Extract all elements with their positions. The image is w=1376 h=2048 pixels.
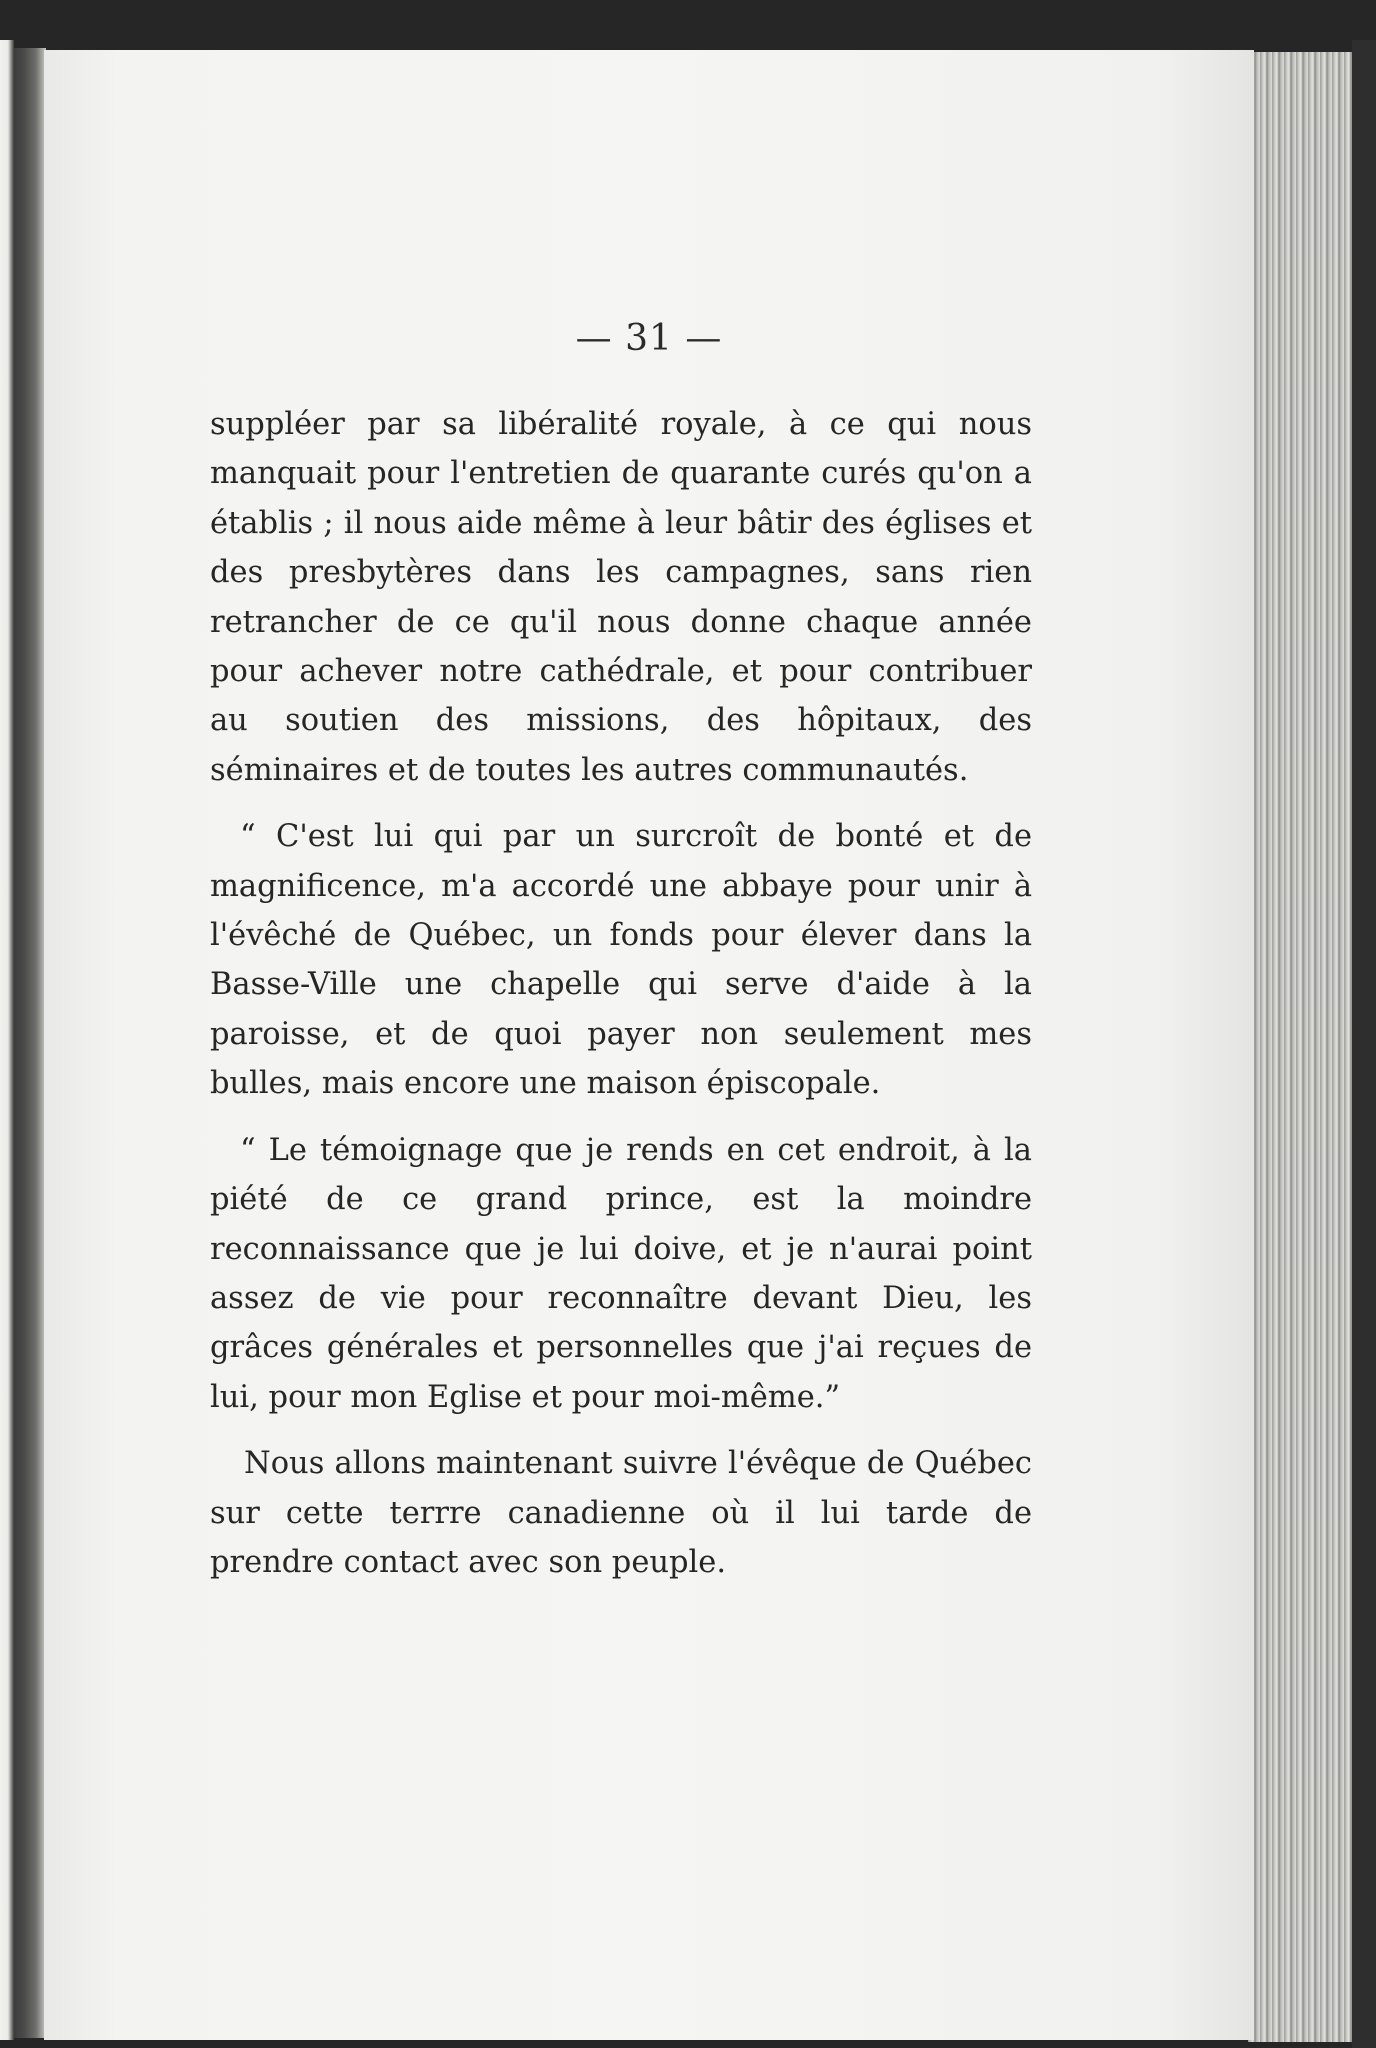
paragraph-quote-2: “ Le témoignage que je rends en cet endroit, à la piété de ce grand prince, est la moindre reconnaissance que je lui doive, et je n'aurai point assez de vie pour reconnaître devant Dieu, les grâces générales et personnelles que j'ai reçues de lui, pour mon Eglise et pour moi-même.” — [210, 1132, 1032, 1415]
page-number: — 31 — — [575, 318, 723, 359]
paragraph-quote-1: “ C'est lui qui par un surcroît de bonté et de magnificence, m'a accordé une abbaye pour unir à l'évêché de Québec, un fonds pour élever dans la Basse-Ville une chapelle qui serve d'aide à la paroisse, et de quoi payer non seulement mes bulles, mais encore une maison épiscopale. — [210, 819, 1032, 1102]
book-spine-shadow — [14, 48, 46, 2038]
page-body — [210, 400, 1032, 1587]
book-fore-edge — [1248, 52, 1360, 2042]
left-page-edge — [0, 40, 14, 2040]
paragraph-continuation: suppléer par sa libéralité royale, à ce qui nous manquait pour l'entretien de quarante curés qu'on a établis ; il nous aide même à leur bâtir des églises et des presbytères dans les campagnes, sans rien retrancher de ce qu'il nous donne chaque année pour achever notre cathédrale, et pour contribuer au soutien des missions, des hôpitaux, des séminaires et de toutes les autres communautés. — [210, 407, 1032, 788]
scan-right-border — [1352, 40, 1376, 2048]
paragraph-closing: Nous allons maintenant suivre l'évêque de Québec sur cette terrre canadienne où il lui tarde de prendre contact avec son peuple. — [210, 1446, 1032, 1580]
book-page — [44, 50, 1254, 2040]
